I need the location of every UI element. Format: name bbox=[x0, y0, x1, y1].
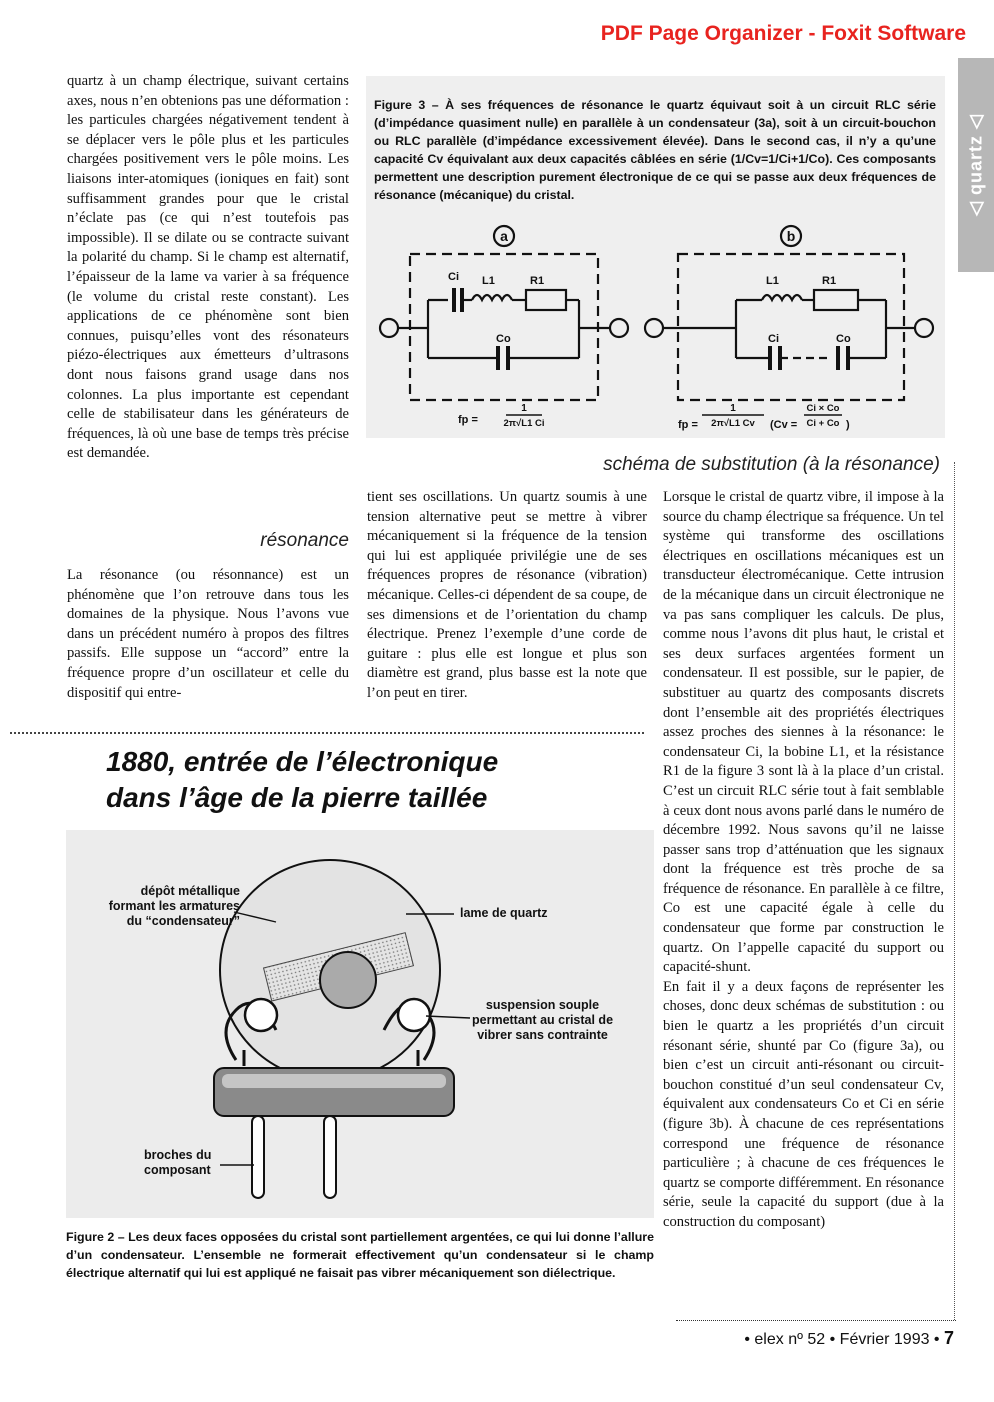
section-tab-label: ◁ quartz ◁ bbox=[965, 114, 986, 216]
page-footer bbox=[744, 1328, 954, 1349]
dotted-separator bbox=[10, 732, 644, 734]
box-title bbox=[106, 744, 646, 816]
co-label-a: Co bbox=[496, 333, 511, 345]
label-suspension: suspension souple permettant au cristal de vibrer sans contrainte bbox=[472, 998, 614, 1042]
column-1 bbox=[67, 72, 349, 464]
label-metal-deposit: dépôt métallique formant les armatures du “condensateur” bbox=[108, 884, 240, 928]
label-quartz-blade: lame de quartz bbox=[460, 906, 548, 920]
label-pins: broches du composant bbox=[144, 1148, 212, 1177]
box-title-line-1: 1880, entrée de l’électronique bbox=[106, 746, 499, 777]
l1-label-a: L1 bbox=[482, 275, 495, 287]
figure-3-caption-text: À ses fréquences de résonance le quartz équivaut soit à un circuit RLC série (d’impédance quasiment nulle) en parallèle à un condensateur (3a), soit à un circuit-bouchon ou RLC parallèle (d’impédance excessivement élevée). Dans le second cas, il n’y a qu’une capacité Cv équivalant aux deux capacités câblées en série (1/Cv=1/Ci+1/Co). Ces composants permettent une description purement électronique de ce qui se passe aux deux fréquences de résonance (mécanique) du cristal. bbox=[374, 98, 936, 202]
terminal-a-right bbox=[610, 319, 628, 337]
formula-a-den: 2π√L1 Ci bbox=[503, 418, 545, 429]
right-clip bbox=[398, 999, 430, 1031]
formula-b-cv-num: Ci × Co bbox=[806, 403, 840, 414]
formula-b-num: 1 bbox=[730, 403, 736, 414]
formula-b-den: 2π√L1 Cv bbox=[711, 418, 755, 429]
column-3 bbox=[663, 488, 944, 1233]
figure-2-caption-text: Les deux faces opposées du cristal sont partiellement argentées, ce qui lui donne l’allure d’un condensateur. L’ensemble ne formerait effectivement qu’un condensateur si le champ électrique alternatif qui lui est appliqué ne faisait pas vibrer mécaniquement son diélectrique. bbox=[66, 1230, 654, 1280]
paragraph: En fait il y a deux façons de représenter les choses, donc deux schémas de substitution : ou bien le quartz a les propriétés d’un circuit résonant série, shunté par Co (figure 3a), ou bien c’est un circuit anti-résonant ou circuit-bouchon constitué d’un seul condensateur Cv, équivalent aux condensateurs Co et Ci en série (figure 3b). À chacune de ces représentations correspond une fréquence de résonance particulière ; à chacune de ces fréquences le quartz se comporte différemment. En résonance série, seule la capacité du support (due à la construction du composant) bbox=[663, 978, 944, 1230]
column-2 bbox=[367, 488, 647, 704]
left-pin bbox=[252, 1116, 264, 1198]
dashed-box-a bbox=[410, 254, 598, 400]
page-number: 7 bbox=[943, 1328, 954, 1348]
section-heading: résonance bbox=[260, 530, 349, 551]
column-divider bbox=[954, 462, 955, 1320]
left-clip bbox=[245, 999, 277, 1031]
terminal-a-left bbox=[380, 319, 398, 337]
co-label-b: Co bbox=[836, 333, 851, 345]
ci-label-b: Ci bbox=[768, 333, 779, 345]
resistor-a bbox=[526, 290, 566, 310]
paragraph: Lorsque le cristal de quartz vibre, il impose à la source du champ électrique sa fréquence. Un tel système qui transforme des oscillations électriques en oscillations mécaniques est un transducteur électromécanique. Cette intrusion de la mécanique dans un circuit électronique ne va pas sans compliquer les calculs. De plus, comme nous l’avons dit plus haut, le cristal et ses deux surfaces argentées forment un condensateur. Il est possible, sur le papier, de substituer au quartz des composants discrets dont l’ensemble ait des propriétés électriques assez proches des siennes à la résonance: le condensateur Ci, la bobine L1, et la résistance R1 de la figure 3 sont là à la place d’un cristal. C’est un circuit RLC série tout à fait semblable à ceux dont nous avons parlé dans le numéro de décembre 1992. Nous savons qu’il ne laisse passer sans trop d’atténuation que les signaux dont la fréquence est très proche de sa fréquence de résonance. En parallèle à ce filtre, Co est une capacité égale à celle du condensateur que forme par construction le quartz. On l’appelle capacité du support ou capacité-shunt. bbox=[663, 489, 944, 976]
formula-b-cv-den: Ci + Co bbox=[806, 418, 840, 429]
paragraph: quartz à un champ électrique, suivant certains axes, nous n’en obtenions pas une déformation : les particules chargées négativement tendent à se déplacer vers le pôle plus et les particules chargées positivement vers le pôle moins. Les liaisons inter-atomiques (ioniques en fait) sont suffisamment grandes pour que le cristal n’éclate pas (ce qui n’est toutefois pas impossible). Il se dilate ou se contracte suivant la polarité du champ. Si le champ est alternatif, l’épaisseur de la lame va varier à sa fréquence (le volume du cristal reste constant). Les applications de ce phénomène sont bien connues, puisqu’elles vont des résonateurs piézo-électriques aux émetteurs d’ultrasons dont nous faisons grand usage dans nos colonnes. La plus importante est cependant celle de stabilisateur dans les générateurs de fréquences, là où une base de temps très précise est demandée. bbox=[67, 73, 349, 462]
inductor-a bbox=[472, 295, 512, 300]
paragraph: tient ses oscillations. Un quartz soumis à une tension alternative peut se mettre à vibrer mécaniquement si la fréquence de la tension qui lui est appliquée privilégie une de ses fréquences propres de résonance (vibration) mécanique. Celles-ci dépendent de sa coupe, de ses dimensions et de l’orientation du champ électrique. Prenez l’exemple d’une corde de guitare : plus elle est longue et plus son diamètre est grand, plus basse est la note que l’on peut en tirer. bbox=[367, 489, 647, 701]
label-b: b bbox=[786, 228, 796, 244]
figure-3-caption bbox=[374, 96, 936, 204]
formula-a-num: 1 bbox=[521, 403, 527, 414]
formula-b-cv: (Cv = bbox=[770, 419, 798, 431]
r1-label-b: R1 bbox=[822, 275, 837, 287]
box-title-line-2: dans l’âge de la pierre taillée bbox=[106, 782, 488, 813]
figure-2-caption bbox=[66, 1228, 654, 1282]
terminal-b-right bbox=[915, 319, 933, 337]
formula-a-left: fp = bbox=[458, 414, 478, 426]
resistor-b bbox=[814, 290, 858, 310]
figure-3-caption-label: Figure 3 – bbox=[374, 98, 446, 112]
circuit-diagram bbox=[366, 218, 945, 438]
ci-label-a: Ci bbox=[448, 271, 459, 283]
watermark: PDF Page Organizer - Foxit Software bbox=[600, 22, 966, 45]
section-tab bbox=[958, 58, 994, 272]
right-pin bbox=[324, 1116, 336, 1198]
column-1-continued bbox=[67, 566, 349, 703]
formula-b-close: ) bbox=[846, 419, 850, 431]
terminal-b-left bbox=[645, 319, 663, 337]
silver-electrode bbox=[320, 952, 376, 1008]
figure-3-subtitle: schéma de substitution (à la résonance) bbox=[603, 454, 940, 475]
r1-label-a: R1 bbox=[530, 275, 545, 287]
footer-text: • elex nº 52 • Février 1993 • bbox=[744, 1331, 940, 1348]
formula-b-left: fp = bbox=[678, 419, 698, 431]
footer-rule bbox=[676, 1320, 956, 1321]
figure-2-caption-label: Figure 2 – bbox=[66, 1230, 129, 1244]
label-a: a bbox=[500, 228, 508, 244]
l1-label-b: L1 bbox=[766, 275, 779, 287]
paragraph: La résonance (ou résonnance) est un phénomène que l’on retrouve dans tous les domaines de la physique. Nous l’avons vue dans un précédent numéro à propos des filtres passifs. Elle suppose un “accord” entre la fréquence propre d’un oscillateur et celle du dispositif qui entre- bbox=[67, 567, 349, 701]
inductor-b bbox=[762, 295, 802, 300]
